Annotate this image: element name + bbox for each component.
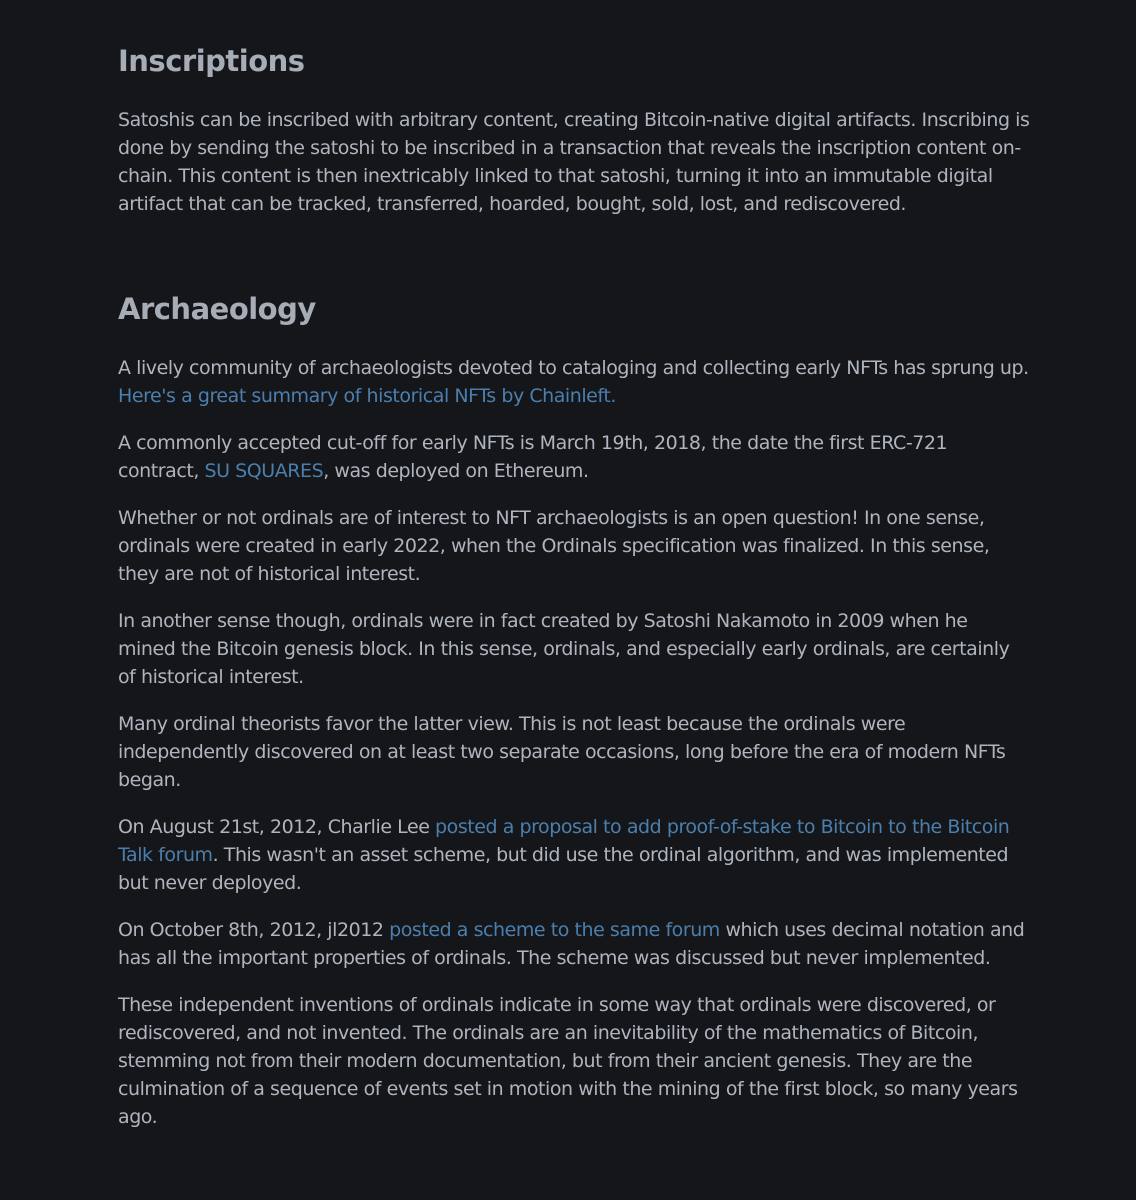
chainleft-summary-link[interactable]: Here's a great summary of historical NFTs by Chainleft. (118, 385, 616, 407)
jl2012-scheme-link[interactable]: posted a scheme to the same forum (389, 919, 720, 941)
archaeology-paragraph-2 (118, 429, 1030, 485)
archaeology-paragraph-7 (118, 916, 1030, 972)
archaeology-heading: Archaeology (118, 292, 316, 326)
archaeology-body (118, 354, 1030, 1150)
paragraph-text: On October 8th, 2012, jl2012 (118, 919, 390, 941)
archaeology-paragraph-8: These independent inventions of ordinals indicate in some way that ordinals were discovered, or rediscovered, and not invented. The ordinals are an inevitability of the mathematics of Bitcoin, stemming not from their modern documentation, but from their ancient genesis. They are the culmination of a sequence of events set in motion with the mining of the first block, so many years ago. (118, 994, 1018, 1128)
paragraph-text: , was deployed on Ethereum. (323, 460, 589, 482)
su-squares-link[interactable]: SU SQUARES (204, 460, 324, 482)
paragraph-text: On August 21st, 2012, Charlie Lee (118, 816, 436, 838)
paragraph-text: which uses decimal notation and has all the important properties of ordinals. The scheme was discussed but never implemented. (118, 919, 1025, 969)
archaeology-paragraph-4: In another sense though, ordinals were in fact created by Satoshi Nakamoto in 2009 when he mined the Bitcoin genesis block. In this sense, ordinals, and especially early ordinals, are certainly of historical interest. (118, 610, 1010, 688)
inscriptions-paragraph: Satoshis can be inscribed with arbitrary content, creating Bitcoin-native digital artifacts. Inscribing is done by sending the satoshi to be inscribed in a transaction that reveals the inscription content on-chain. This content is then inextricably linked to that satoshi, turning it into an immutable digital artifact that can be tracked, transferred, hoarded, bought, sold, lost, and rediscovered. (118, 109, 1030, 215)
archaeology-paragraph-6 (118, 813, 1030, 897)
charlie-lee-proposal-link[interactable]: posted a proposal to add proof-of-stake to Bitcoin to the Bitcoin Talk forum (118, 816, 1010, 866)
inscriptions-heading: Inscriptions (118, 44, 305, 78)
archaeology-paragraph-3: Whether or not ordinals are of interest to NFT archaeologists is an open question! In one sense, ordinals were created in early 2022, when the Ordinals specification was finalized. In this sense, they are not of historical interest. (118, 507, 990, 585)
archaeology-paragraph-1 (118, 354, 1030, 410)
paragraph-text: A commonly accepted cut-off for early NFTs is March 19th, 2018, the date the first ERC-721 contract, (118, 432, 948, 482)
archaeology-paragraph-5: Many ordinal theorists favor the latter view. This is not least because the ordinals were independently discovered on at least two separate occasions, long before the era of modern NFTs began. (118, 713, 1006, 791)
paragraph-text: A lively community of archaeologists devoted to cataloging and collecting early NFTs has sprung up. (118, 357, 1029, 379)
paragraph-text: . This wasn't an asset scheme, but did use the ordinal algorithm, and was implemented but never deployed. (118, 844, 1009, 894)
